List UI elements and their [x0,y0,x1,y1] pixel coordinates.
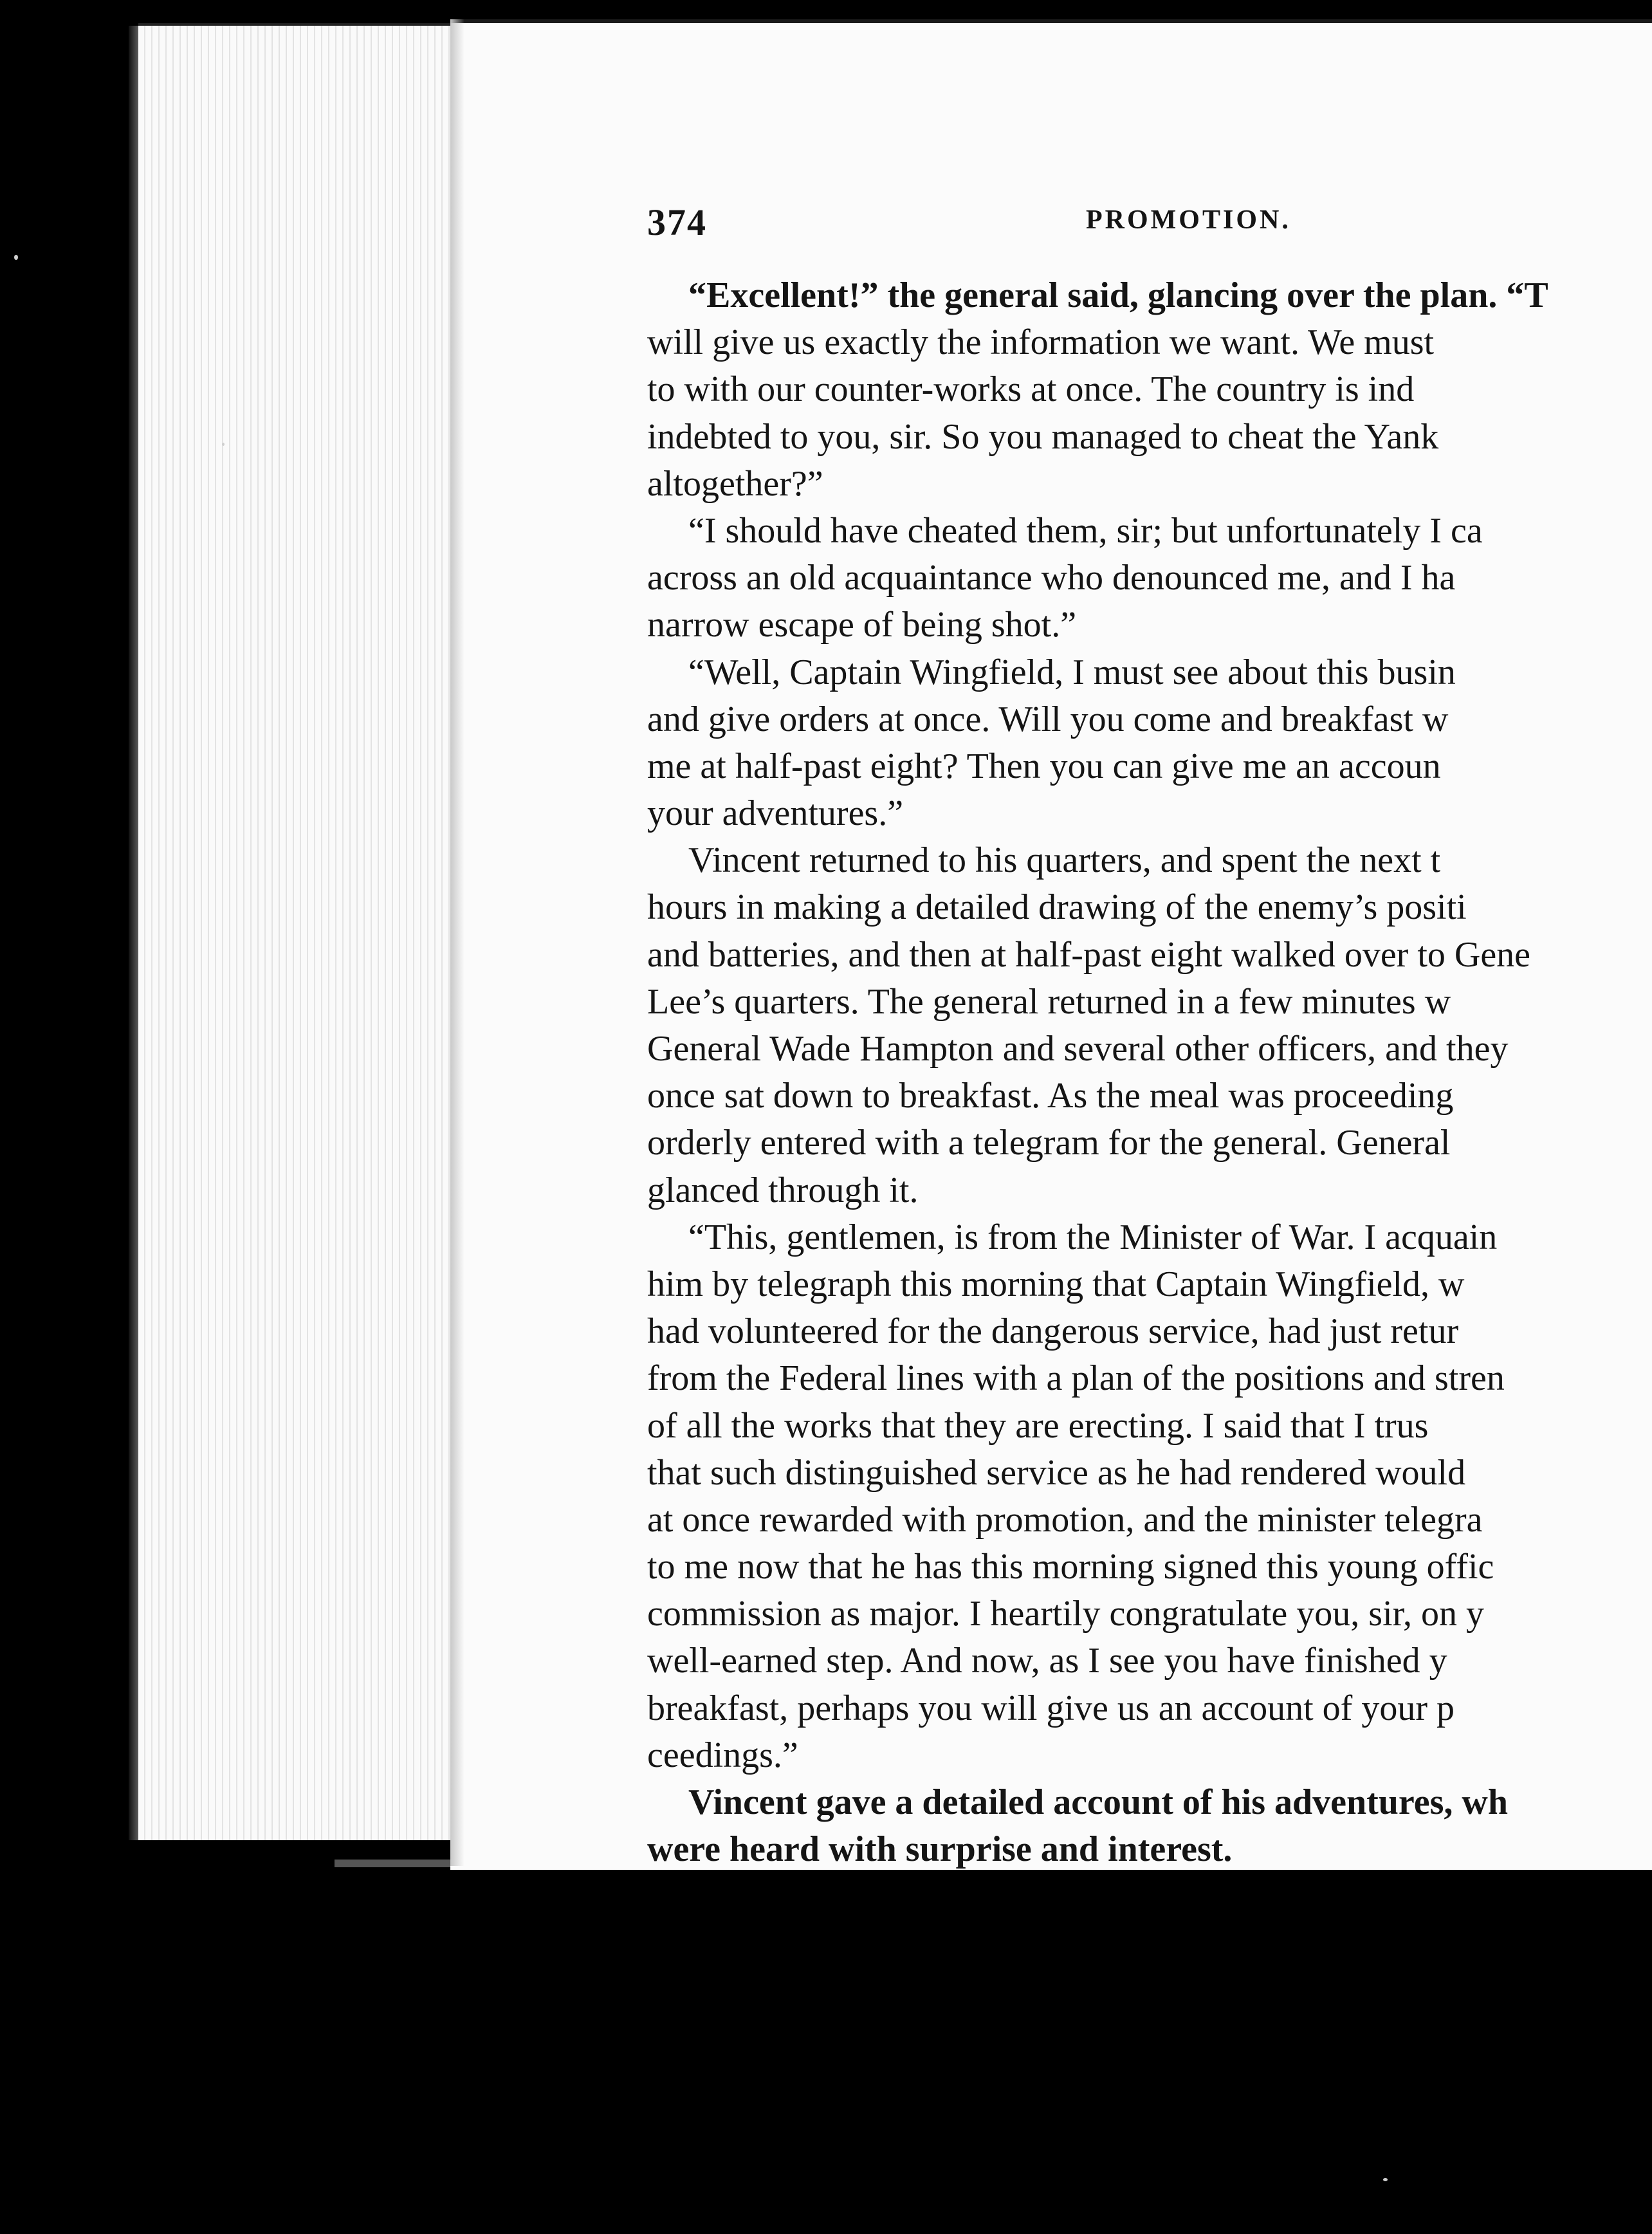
dust-speck [14,255,18,260]
text-line: orderly entered with a telegram for the general. General [647,1123,1451,1163]
text-line: had volunteered for the dangerous service, had just retur [647,1311,1459,1352]
text-line: altogether?” [647,463,823,504]
text-line: ceedings.” [647,1735,798,1775]
text-line: General Wade Hampton and several other officers, and they [647,1029,1509,1069]
dust-speck [222,443,225,446]
page-header [647,201,1652,246]
dust-speck [1383,2178,1388,2181]
text-line: at once rewarded with promotion, and the minister telegra [647,1499,1483,1540]
text-line: breakfast, perhaps you will give us an account of your p [647,1688,1455,1728]
text-line: to me now that he has this morning signed this young offic [647,1547,1494,1587]
text-line: me at half-past eight? Then you can give me an accoun [647,746,1441,786]
text-line: commission as major. I heartily congratulate you, sir, on y [647,1594,1485,1634]
text-line: of all the works that they are erecting. I said that I trus [647,1405,1429,1446]
running-head: PROMOTION. [1086,205,1291,235]
page-gutter-shadow [450,19,464,1866]
text-line: Vincent returned to his quarters, and spent the next t [688,840,1441,881]
text-line: from the Federal lines with a plan of the positions and stren [647,1358,1505,1399]
text-line: indebted to you, sir. So you managed to cheat the Yank [647,416,1439,457]
text-line: well-earned step. And now, as I see you have finished y [647,1641,1447,1681]
text-line: across an old acquaintance who denounced me, and I ha [647,558,1456,598]
text-line: Vincent gave a detailed account of his adventures, wh [688,1782,1508,1822]
text-line: were heard with surprise and interest. [647,1829,1233,1870]
text-line: will give us exactly the information we want. We must [647,322,1435,363]
text-line: that such distinguished service as he had rendered would [647,1452,1466,1493]
text-line: “This, gentlemen, is from the Minister of War. I acquain [688,1217,1498,1257]
text-line: your adventures.” [647,793,904,834]
text-line: “Excellent!” the general said, glancing over the plan. “T [688,275,1548,315]
text-line: and batteries, and then at half-past eight walked over to Gene [647,934,1531,975]
page-stack-edges [138,23,499,1840]
text-line: Lee’s quarters. The general returned in a few minutes w [647,981,1451,1022]
text-line: to with our counter-works at once. The country is ind [647,369,1415,410]
text-line: “Well, Captain Wingfield, I must see about this busin [688,652,1456,692]
text-line: once sat down to breakfast. As the meal was proceeding [647,1076,1454,1116]
page-number: 374 [647,201,707,243]
text-line: and give orders at once. Will you come and breakfast w [647,699,1449,739]
body-text [647,272,1652,1873]
text-line: him by telegraph this morning that Captain Wingfield, w [647,1264,1465,1304]
text-line: hours in making a detailed drawing of the enemy’s positi [647,887,1467,928]
text-line: narrow escape of being shot.” [647,605,1077,645]
text-line: glanced through it. [647,1170,919,1210]
text-line: “I should have cheated them, sir; but unfortunately I ca [688,510,1483,551]
